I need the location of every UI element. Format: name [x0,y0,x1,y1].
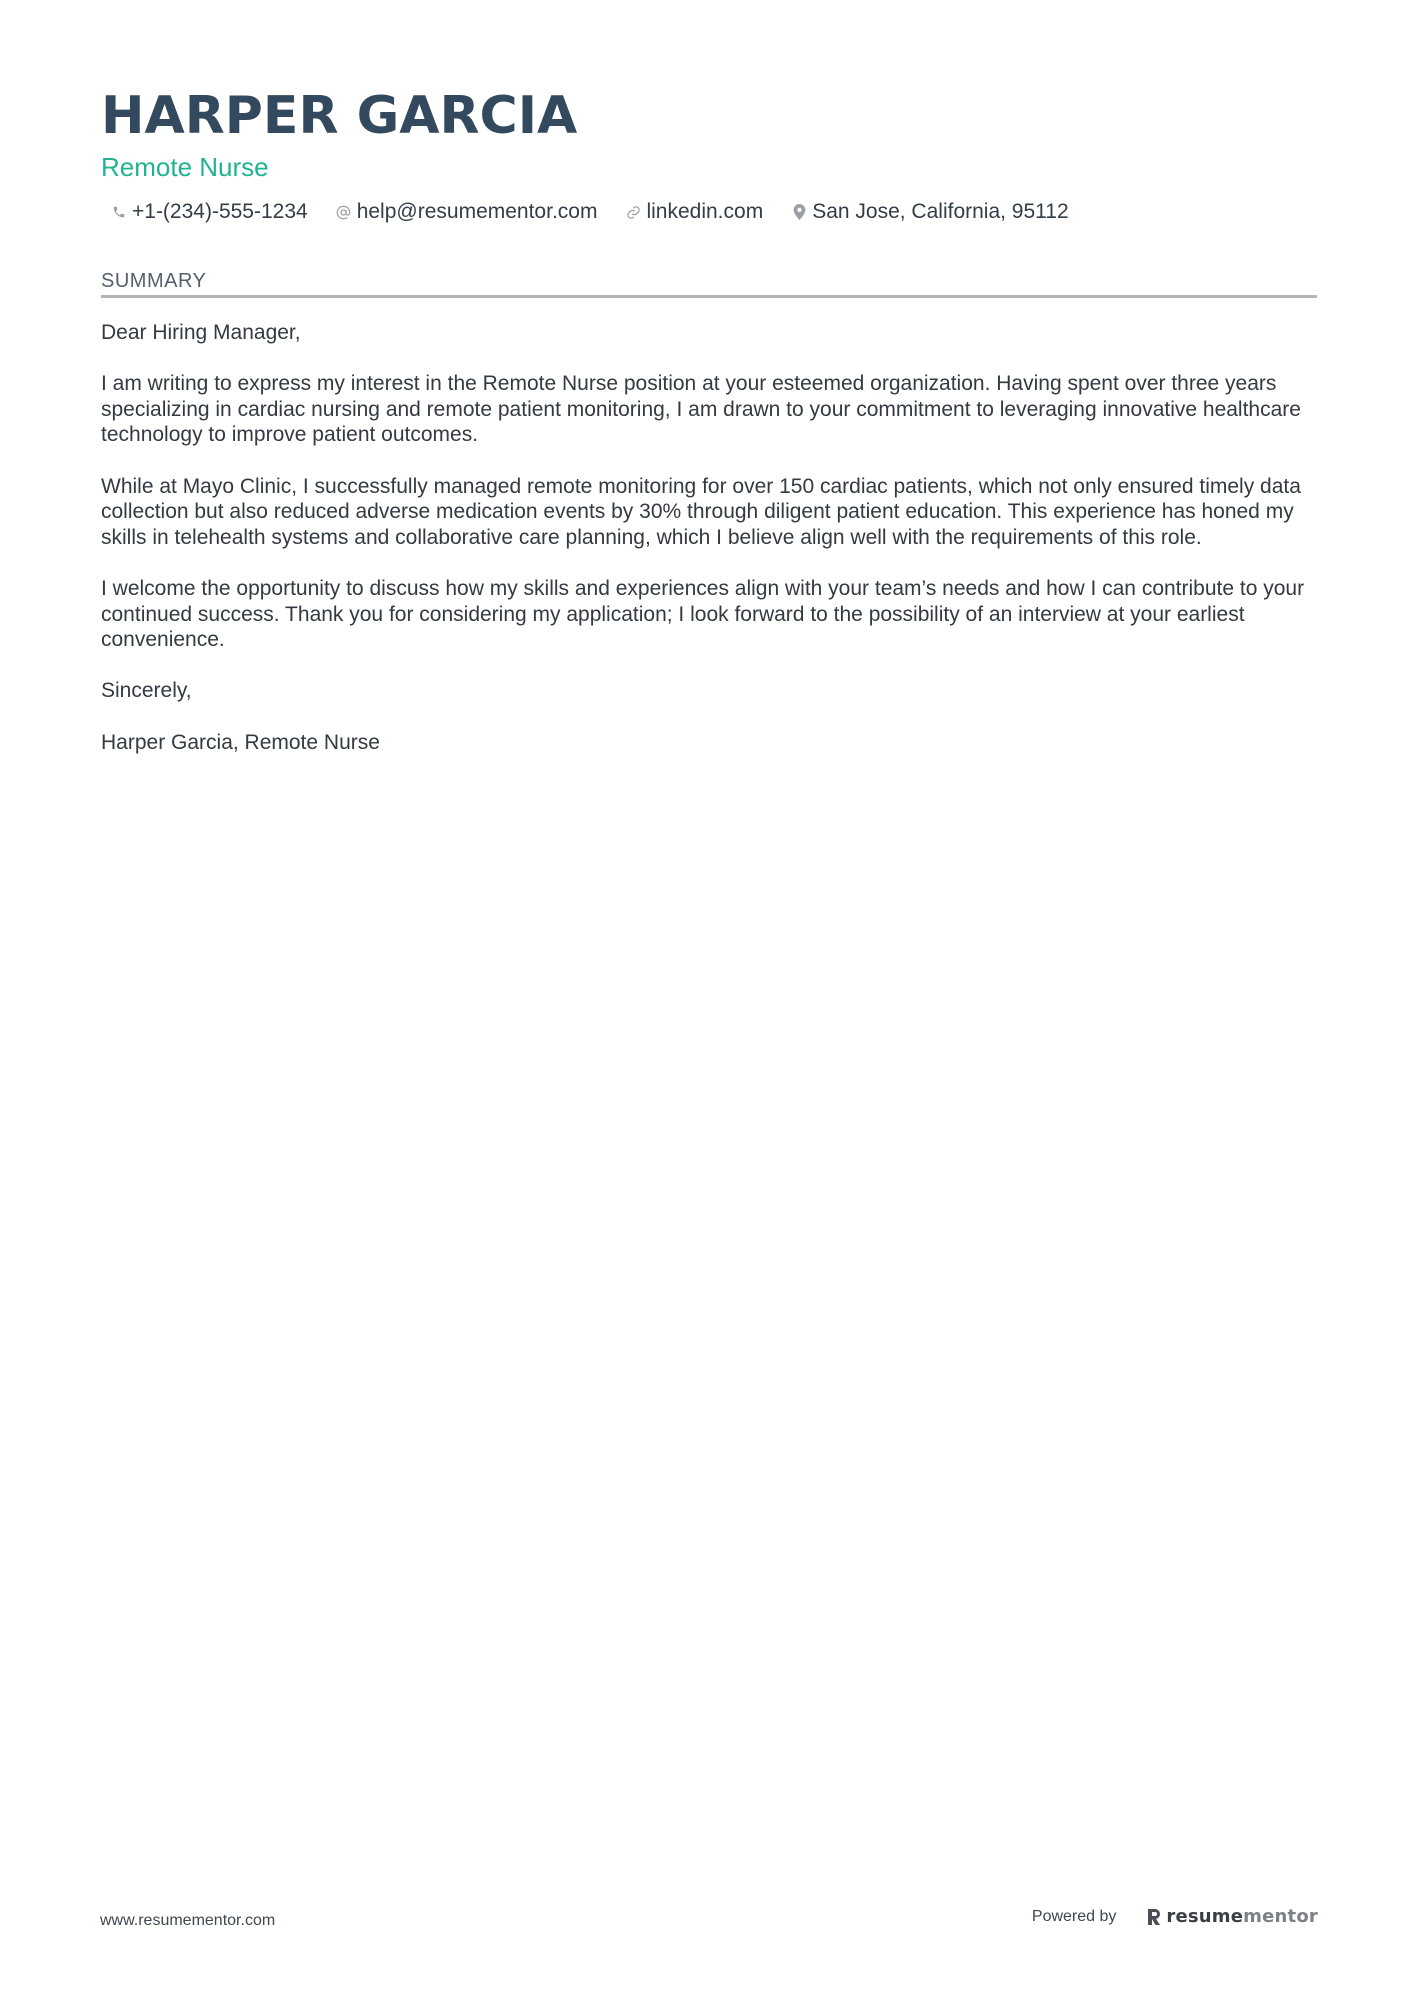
brand-text-mentor: mentor [1243,1906,1318,1927]
resumementor-logo-icon [1146,1907,1162,1927]
header [101,82,1317,226]
contact-bar [101,198,1317,226]
link-icon [624,203,642,221]
linkedin-text[interactable]: linkedin.com [646,200,764,223]
salutation: Dear Hiring Manager, [101,321,301,344]
location-pin-icon [790,203,808,221]
summary-heading: SUMMARY [101,270,207,292]
location-text: San Jose, California, 95112 [812,200,1069,223]
phone-text[interactable]: +1-(234)-555-1234 [132,200,308,223]
sign-off: Sincerely, [101,679,192,703]
signature: Harper Garcia, Remote Nurse [101,730,380,754]
contact-phone [110,198,308,226]
brand-text-resume: resume [1166,1906,1244,1927]
candidate-name: HARPER GARCIA [101,86,578,146]
at-icon [335,203,353,221]
contact-linkedin [624,198,763,226]
resumementor-logo[interactable] [1146,1906,1318,1928]
candidate-role: Remote Nurse [101,152,269,182]
section-divider [101,295,1317,298]
contact-location [790,198,1068,226]
footer-branding [1032,1906,1318,1928]
email-text[interactable]: help@resumementor.com [356,200,598,223]
footer-website[interactable]: www.resumementor.com [100,1912,276,1929]
paragraph-closing: I welcome the opportunity to discuss how my skills and experiences align with your team’s needs and how I can contribute to your continued success. Thank you for considering my application; I look forward to the possibility of an interview at your earliest convenience. [101,576,1305,652]
paragraph-experience: While at Mayo Clinic, I successfully managed remote monitoring for over 150 cardiac patients, which not only ensured timely data collection but also reduced adverse medication events by 30% through diligent patient education. This experience has honed my skills in telehealth systems and collaborative care planning, which I believe align well with the requirements of this role. [101,474,1301,549]
letter-body [101,320,1317,781]
contact-email [335,198,598,226]
powered-by-label: Powered by [1031,1908,1117,1925]
paragraph-intro: I am writing to express my interest in the Remote Nurse position at your esteemed organization. Having spent over three years specializing in cardiac nursing and remote patient monitoring, I am drawn to your commitment to leveraging innovative healthcare technology to improve patient outcomes. [101,372,1301,447]
phone-icon [110,203,128,221]
